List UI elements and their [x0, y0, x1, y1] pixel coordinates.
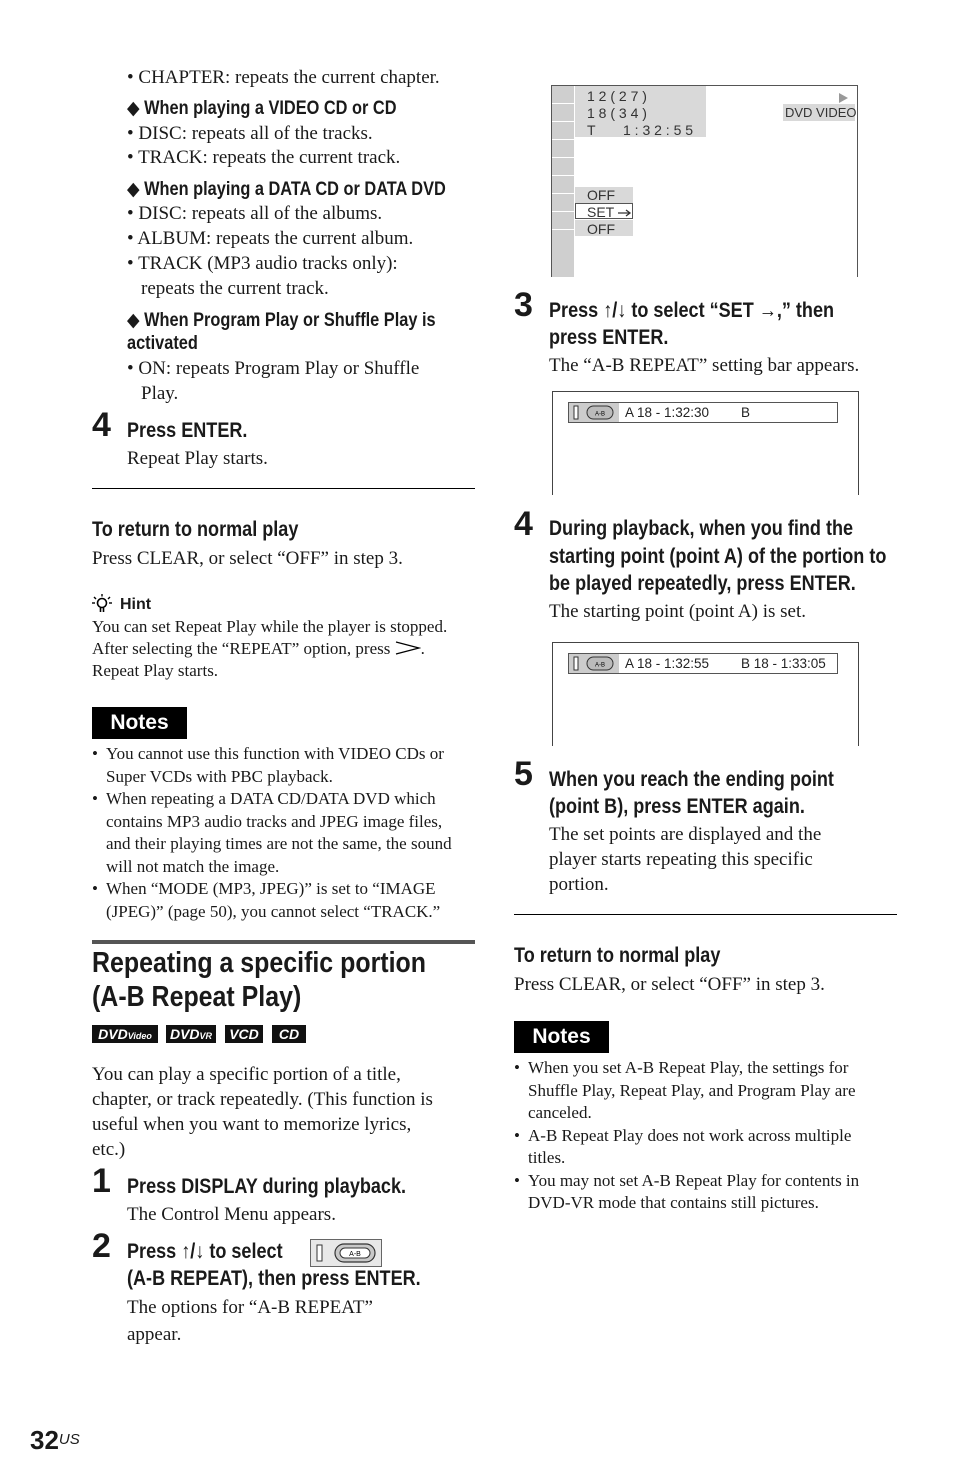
point-b: B: [741, 405, 751, 420]
intro-line: etc.): [92, 1139, 126, 1160]
bullet-disc-albums: • DISC: repeats all of the albums.: [127, 203, 383, 224]
hint-line-2: After selecting the “REPEAT” option, press .: [92, 639, 425, 658]
section-title-cont: (A-B Repeat Play): [92, 981, 302, 1013]
step-title-cont: (point B), press ENTER again.: [549, 795, 805, 818]
ab-repeat-icon: [569, 403, 619, 422]
step-title-cont: starting point (point A) of the portion to: [549, 545, 887, 568]
step-title-cont: be played repeatedly, press ENTER.: [549, 572, 856, 595]
step-title: Press ↑/↓ to select: [127, 1240, 283, 1263]
hint-line-1: You can set Repeat Play while the player is stopped.: [92, 617, 448, 636]
dvd-vr-logo: DVDVR: [166, 1025, 216, 1043]
step-title-cont: (A-B REPEAT), then press ENTER.: [127, 1267, 421, 1290]
point-b: B 18 - 1:33:05: [741, 656, 826, 671]
step-title: During playback, when you find the: [549, 517, 854, 540]
step-text: The Control Menu appears.: [127, 1204, 336, 1225]
note-line: You cannot use this function with VIDEO CDs or: [106, 744, 444, 763]
note-item: • When you set A-B Repeat Play, the settings for Shuffle Play, Repeat Play, and Program Play are canceled.: [514, 1057, 898, 1125]
step-number: 2: [92, 1227, 111, 1265]
option-set[interactable]: SET: [587, 204, 632, 220]
point-a: A 18 - 1:32:55: [625, 656, 710, 671]
ab-repeat-setting-display: [552, 642, 859, 746]
vcd-logo: VCD: [225, 1025, 263, 1043]
note-item: • When repeating a DATA CD/DATA DVD which contains MP3 audio tracks and JPEG image files, and their playing times are not the same, the sound will not match the image.: [92, 788, 476, 878]
control-menu-display: [551, 85, 858, 277]
play-status-icon: [838, 90, 848, 100]
note-line: When repeating a DATA CD/DATA DVD which: [106, 789, 436, 808]
step-text: The options for “A-B REPEAT”: [127, 1297, 373, 1318]
condition-heading-data-cd: ◆ When playing a DATA CD or DATA DVD: [127, 179, 446, 200]
step-title: Press ENTER.: [127, 419, 248, 442]
playing-time: 1 : 3 2 : 5 5: [623, 122, 694, 138]
step-text-line: The set points are displayed and the: [549, 824, 822, 845]
step-text: Repeat Play starts.: [127, 448, 268, 469]
section-rule: [92, 940, 475, 944]
step-text: The starting point (point A) is set.: [549, 601, 807, 622]
step-title: When you reach the ending point: [549, 768, 834, 791]
time-prefix: T: [587, 122, 596, 138]
step-text-cont: appear.: [127, 1324, 182, 1345]
step-text-line: player starts repeating this specific: [549, 849, 813, 870]
section-title: Repeating a specific portion: [92, 947, 426, 979]
note-line: Shuffle Play, Repeat Play, and Program Play are: [528, 1080, 856, 1100]
note-item: • You cannot use this function with VIDEO CDs or Super VCDs with PBC playback.: [92, 743, 476, 788]
condition-heading-program-cont: activated: [127, 333, 198, 354]
return-text: Press CLEAR, or select “OFF” in step 3.: [92, 548, 403, 569]
condition-heading-video-cd: ◆ When playing a VIDEO CD or CD: [127, 98, 397, 119]
note-line: contains MP3 audio tracks and JPEG image files,: [106, 811, 443, 831]
step-number: 4: [92, 406, 111, 444]
bullet-disc: • DISC: repeats all of the tracks.: [127, 123, 373, 144]
note-line: DVD-VR mode that contains still pictures.: [528, 1193, 819, 1212]
ab-repeat-bar: [568, 402, 838, 423]
notes-badge: Notes: [514, 1021, 609, 1053]
intro-line: chapter, or track repeatedly. (This function is: [92, 1089, 433, 1110]
play-icon: [395, 641, 421, 655]
step-title: Press ↑/↓ to select “SET →,” then: [549, 299, 835, 322]
ab-repeat-setting-display: [552, 391, 859, 495]
return-heading: To return to normal play: [92, 518, 299, 541]
dvd-video-logo: DVDVideo: [92, 1025, 158, 1043]
step-title: Press DISPLAY during playback.: [127, 1175, 407, 1198]
page-number: $32^{US}$: [30, 1425, 80, 1455]
note-line: will not match the image.: [106, 856, 280, 876]
note-line: When “MODE (MP3, JPEG)” is set to “IMAGE: [106, 879, 436, 898]
chapter-number: 1 8 ( 3 4 ): [587, 105, 647, 121]
bullet-track-mp3-cont: repeats the current track.: [141, 278, 329, 299]
option-off-1[interactable]: OFF: [587, 187, 615, 203]
note-line: canceled.: [528, 1103, 592, 1122]
step-number: 1: [92, 1162, 111, 1200]
ab-repeat-bar: [568, 653, 838, 674]
step-number: 4: [514, 505, 533, 543]
condition-heading-program: ◆ When Program Play or Shuffle Play is: [127, 310, 436, 331]
notes-list: [514, 1057, 898, 1215]
bullet-on: • ON: repeats Program Play or Shuffle: [127, 358, 420, 379]
bullet-track: • TRACK: repeats the current track.: [127, 147, 401, 168]
disc-type: DVD VIDEO: [785, 105, 857, 120]
return-text: Press CLEAR, or select “OFF” in step 3.: [514, 974, 825, 995]
cd-logo: CD: [272, 1025, 306, 1043]
svg-text:A-B: A-B: [594, 411, 606, 418]
ab-repeat-icon: [310, 1239, 382, 1267]
note-line: A-B Repeat Play does not work across multiple: [528, 1125, 852, 1145]
note-line: and their playing times are not the same, the sound: [106, 834, 452, 853]
menu-icon-grid: [552, 86, 574, 236]
bullet-track-mp3: • TRACK (MP3 audio tracks only):: [127, 253, 398, 274]
step-text-line: portion.: [549, 874, 609, 895]
note-item: • When “MODE (MP3, JPEG)” is set to “IMAGE (JPEG)” (page 50), you cannot select “TRACK.”: [92, 878, 476, 923]
step-text: [549, 822, 821, 897]
note-item: • A-B Repeat Play does not work across multiple titles.: [514, 1125, 898, 1170]
step-number: 5: [514, 755, 533, 793]
intro-line: You can play a specific portion of a title,: [92, 1064, 401, 1085]
svg-text:A-B: A-B: [594, 662, 606, 669]
step-text: The “A-B REPEAT” setting bar appears.: [549, 355, 860, 376]
note-line: (JPEG)” (page 50), you cannot select “TRACK.”: [106, 901, 441, 921]
note-line: You may not set A-B Repeat Play for contents in: [528, 1170, 860, 1190]
point-a: A 18 - 1:32:30: [625, 405, 710, 420]
lightbulb-icon: [92, 593, 114, 615]
note-line: When you set A-B Repeat Play, the settings for: [528, 1058, 849, 1077]
bullet-album: • ALBUM: repeats the current album.: [127, 228, 414, 249]
intro-paragraph: [92, 1062, 433, 1162]
title-number: 1 2 ( 2 7 ): [587, 88, 647, 104]
step-number: 3: [514, 286, 533, 324]
note-item: • You may not set A-B Repeat Play for contents in DVD-VR mode that contains still pictures.: [514, 1170, 898, 1215]
notes-list: [92, 743, 476, 923]
notes-badge: Notes: [92, 707, 187, 739]
return-heading: To return to normal play: [514, 944, 721, 967]
note-line: Super VCDs with PBC playback.: [106, 766, 333, 786]
step-title-cont: press ENTER.: [549, 326, 669, 349]
divider: [514, 914, 897, 915]
bullet-on-cont: Play.: [141, 383, 179, 404]
hint-line-3: Repeat Play starts.: [92, 661, 219, 680]
right-arrow-icon: [618, 209, 632, 217]
divider: [92, 488, 475, 489]
hint-label: Hint: [120, 596, 152, 613]
note-line: titles.: [528, 1148, 566, 1167]
ab-repeat-icon: [569, 654, 619, 673]
option-off-2[interactable]: OFF: [587, 221, 615, 237]
intro-line: useful when you want to memorize lyrics,: [92, 1114, 412, 1135]
svg-text:A-B: A-B: [349, 1251, 361, 1258]
bullet-chapter: • CHAPTER: repeats the current chapter.: [127, 67, 440, 88]
